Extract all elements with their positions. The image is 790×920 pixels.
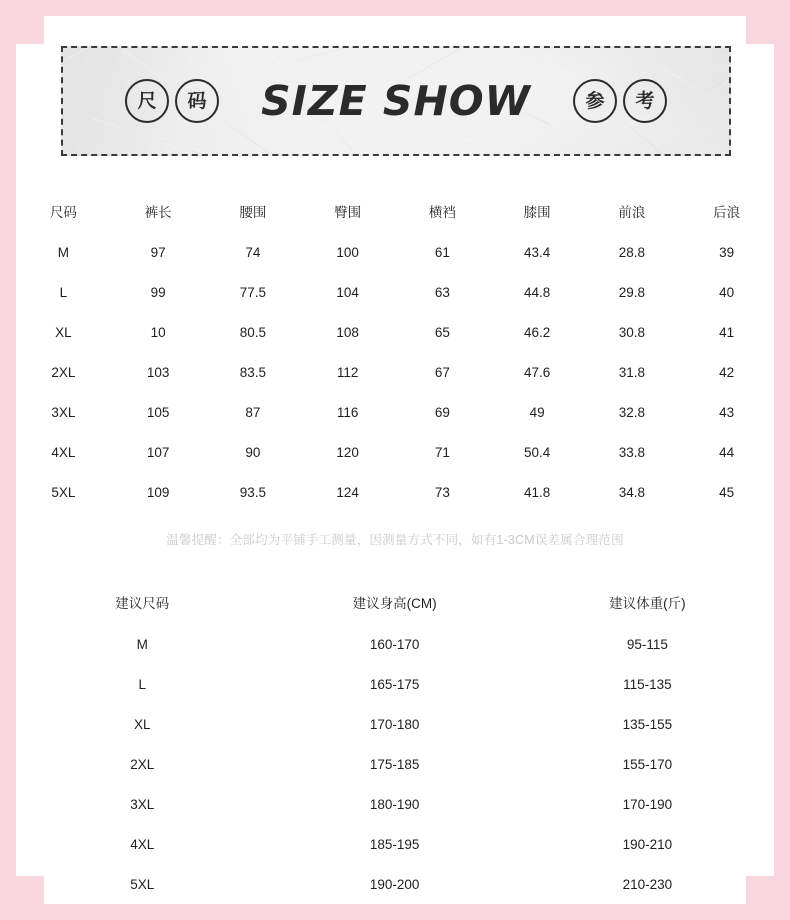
page-content (16, 16, 774, 904)
cell-value: 61 (434, 244, 450, 260)
column-header: 建议体重(斤) (609, 596, 686, 611)
cell-value: 41.8 (523, 484, 551, 500)
cell-size: XL (55, 324, 72, 340)
frame-bottom-edge (0, 904, 790, 920)
cell-value: 69 (434, 404, 450, 420)
cell-weight: 170-190 (622, 796, 673, 812)
measurement-note: 温馨提醒：全部均为平铺手工测量，因测量方式不同，如有1-3CM误差属合理范围 (166, 533, 624, 547)
cell-value: 31.8 (618, 364, 646, 380)
cell-size: M (57, 244, 69, 260)
table-row (16, 704, 774, 744)
cell-size: 2XL (51, 364, 76, 380)
cell-weight: 190-210 (622, 836, 673, 852)
cell-height: 160-170 (369, 636, 420, 652)
column-header: 膝围 (523, 205, 551, 220)
size-measurement-table-wrap (16, 190, 774, 512)
recommend-table (16, 580, 774, 904)
cell-value: 28.8 (618, 244, 646, 260)
badge-char-2: 码 (175, 79, 219, 123)
cell-weight: 95-115 (626, 636, 668, 652)
table-row (16, 312, 774, 352)
recommend-table-header (16, 580, 774, 624)
cell-value: 67 (434, 364, 450, 380)
cell-value: 39 (719, 244, 735, 260)
column-header: 臀围 (334, 205, 362, 220)
cell-weight: 155-170 (622, 756, 673, 772)
table-row (16, 824, 774, 864)
cell-value: 10 (150, 324, 166, 340)
cell-value: 65 (434, 324, 450, 340)
cell-value: 42 (719, 364, 735, 380)
cell-value: 103 (146, 364, 170, 380)
table-row (16, 624, 774, 664)
table-row (16, 352, 774, 392)
size-show-banner (61, 46, 731, 156)
cell-value: 32.8 (618, 404, 646, 420)
cell-size: L (138, 676, 146, 692)
cell-weight: 210-230 (622, 876, 673, 892)
recommend-table-body (16, 624, 774, 904)
size-measurement-table (16, 190, 774, 512)
cell-height: 180-190 (369, 796, 420, 812)
cell-value: 99 (150, 284, 166, 300)
cell-value: 40 (719, 284, 735, 300)
cell-value: 73 (434, 484, 450, 500)
cell-value: 107 (146, 444, 170, 460)
cell-value: 29.8 (618, 284, 646, 300)
cell-value: 45 (719, 484, 735, 500)
table-row (16, 664, 774, 704)
column-header: 腰围 (239, 205, 267, 220)
column-header: 尺码 (49, 205, 77, 220)
cell-height: 165-175 (369, 676, 420, 692)
cell-value: 44.8 (523, 284, 551, 300)
cell-value: 71 (434, 444, 450, 460)
cell-height: 185-195 (369, 836, 420, 852)
table-header-row (16, 190, 774, 232)
cell-value: 83.5 (239, 364, 267, 380)
frame-left-edge (0, 0, 16, 920)
frame-right-edge (774, 0, 790, 920)
cell-value: 74 (245, 244, 261, 260)
column-header: 建议尺码 (115, 596, 170, 611)
cell-value: 63 (434, 284, 450, 300)
cell-value: 43 (719, 404, 735, 420)
cell-value: 100 (336, 244, 359, 260)
cell-size: 4XL (51, 444, 76, 460)
table-row (16, 864, 774, 904)
cell-value: 124 (336, 484, 359, 500)
cell-value: 97 (150, 244, 166, 260)
cell-value: 47.6 (523, 364, 551, 380)
badge-char-4: 考 (623, 79, 667, 123)
cell-value: 112 (336, 364, 359, 380)
recommend-table-wrap (16, 580, 774, 904)
cell-value: 80.5 (239, 324, 267, 340)
cell-value: 44 (719, 444, 735, 460)
cell-value: 46.2 (523, 324, 551, 340)
cell-size: 5XL (130, 876, 155, 892)
column-header: 建议身高(CM) (352, 596, 437, 611)
banner-title: SIZE SHOW (261, 77, 531, 125)
cell-height: 175-185 (369, 756, 420, 772)
badge-reference (573, 79, 667, 123)
cell-size: 4XL (130, 836, 155, 852)
cell-value: 30.8 (618, 324, 646, 340)
table-row (16, 472, 774, 512)
cell-value: 93.5 (239, 484, 267, 500)
cell-height: 190-200 (369, 876, 420, 892)
cell-value: 49 (529, 404, 545, 420)
cell-value: 105 (146, 404, 170, 420)
column-header: 后浪 (713, 205, 741, 220)
cell-value: 50.4 (523, 444, 551, 460)
cell-value: 108 (336, 324, 359, 340)
cell-size: L (59, 284, 68, 300)
cell-size: 3XL (51, 404, 76, 420)
cell-value: 33.8 (618, 444, 646, 460)
cell-value: 104 (336, 284, 359, 300)
cell-value: 41 (719, 324, 735, 340)
cell-value: 90 (245, 444, 261, 460)
table-row (16, 744, 774, 784)
cell-value: 109 (146, 484, 170, 500)
column-header: 前浪 (618, 205, 646, 220)
cell-value: 43.4 (523, 244, 551, 260)
table-row (16, 272, 774, 312)
badge-char-3: 参 (573, 79, 617, 123)
cell-value: 120 (336, 444, 359, 460)
cell-weight: 115-135 (623, 676, 672, 692)
cell-size: XL (133, 716, 151, 732)
size-table-header (16, 190, 774, 232)
column-header: 裤长 (144, 205, 172, 220)
table-row (16, 784, 774, 824)
cell-size: 3XL (130, 796, 155, 812)
table-row (16, 432, 774, 472)
cell-value: 77.5 (239, 284, 267, 300)
cell-value: 116 (336, 404, 359, 420)
cell-value: 87 (245, 404, 261, 420)
table-header-row (16, 580, 774, 624)
cell-size: M (136, 636, 148, 652)
cell-height: 170-180 (369, 716, 420, 732)
table-row (16, 232, 774, 272)
cell-weight: 135-155 (622, 716, 673, 732)
column-header: 横裆 (428, 205, 456, 220)
table-row (16, 392, 774, 432)
cell-value: 34.8 (618, 484, 646, 500)
cell-size: 5XL (51, 484, 76, 500)
frame-top-edge (0, 0, 790, 16)
size-table-body (16, 232, 774, 512)
cell-size: 2XL (130, 756, 155, 772)
badge-char-1: 尺 (125, 79, 169, 123)
